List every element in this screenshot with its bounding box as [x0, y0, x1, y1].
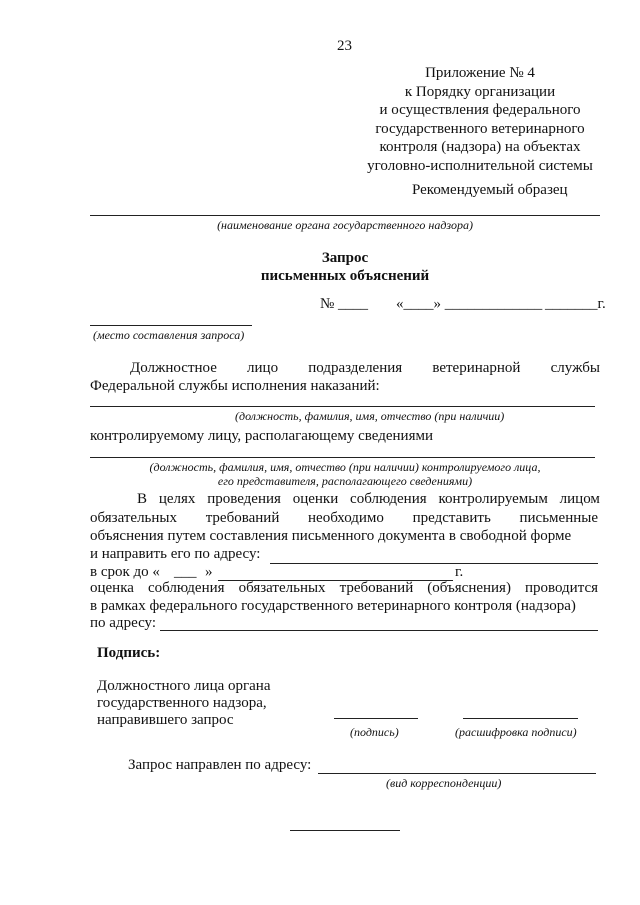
- word: лицо: [247, 360, 279, 376]
- para1-line2: Федеральной службы исполнения наказаний:: [90, 378, 380, 394]
- word: требований: [205, 510, 280, 526]
- para2-line2: [90, 510, 598, 527]
- doc-subtitle: письменных объяснений: [260, 268, 430, 284]
- doc-title: Запрос: [321, 250, 369, 266]
- para2-line3: объяснения путем составления письменного документа в свободной форме: [90, 528, 572, 544]
- para3-line1: [90, 580, 598, 597]
- controlled-caption-2: его представителя, располагающего сведениями): [217, 474, 473, 488]
- para3-line3: по адресу:: [90, 615, 157, 631]
- para3-line2: в рамках федерального государственного ветеринарного контроля (надзора): [90, 598, 576, 614]
- word: проводится: [524, 580, 598, 596]
- word: оценки: [292, 491, 339, 507]
- word: обязательных: [238, 580, 326, 596]
- para1-line1: [130, 360, 600, 377]
- word: обязательных: [90, 510, 177, 526]
- signature-line-blank: [334, 718, 418, 719]
- para2-line1: [137, 491, 600, 508]
- word: представить: [412, 510, 491, 526]
- controlled-line: [90, 457, 595, 458]
- sent-label: Запрос направлен по адресу:: [128, 757, 312, 773]
- word: соблюдения: [350, 491, 427, 507]
- appendix-line: Приложение № 4: [425, 65, 535, 81]
- word: контролируемым: [438, 491, 548, 507]
- authority-caption: (наименование органа государственного надзора): [217, 218, 473, 232]
- appendix-block: [360, 64, 600, 175]
- official-line: [90, 406, 595, 407]
- deadline-quote: »: [205, 564, 213, 580]
- sent-address-line: [318, 773, 596, 774]
- word: службы: [550, 360, 600, 376]
- decryption-caption: (расшифровка подписи): [455, 725, 577, 739]
- request-date: «____» _____________: [396, 296, 543, 312]
- appendix-line: к Порядку организации: [404, 83, 556, 100]
- signature-line: направившего запрос: [97, 712, 234, 728]
- word: лицом: [559, 491, 600, 507]
- appendix-line: и осуществления федерального: [379, 102, 581, 118]
- word: ветеринарной: [432, 360, 521, 376]
- place-caption: (место составления запроса): [93, 328, 245, 342]
- signature-line: государственного надзора,: [97, 695, 267, 711]
- authority-line: [90, 215, 600, 216]
- correspondence-caption: (вид корреспонденции): [386, 776, 502, 790]
- word: Должностное: [130, 360, 217, 376]
- check-address-line: [160, 630, 598, 631]
- page-number: 23: [337, 38, 352, 54]
- word: требований: [339, 580, 414, 596]
- request-year: _______г.: [545, 296, 606, 312]
- appendix-line: контроля (надзора) на объектах: [379, 139, 581, 155]
- word: оценка: [90, 580, 134, 596]
- official-caption: (должность, фамилия, имя, отчество (при наличии): [235, 409, 505, 423]
- to-controlled: контролируемому лицу, располагающему сведениями: [90, 428, 433, 444]
- word: необходимо: [308, 510, 384, 526]
- controlled-caption-1: (должность, фамилия, имя, отчество (при наличии) контролируемого лица,: [149, 460, 541, 474]
- sample-label: Рекомендуемый образец: [412, 182, 568, 198]
- word: соблюдения: [147, 580, 225, 596]
- word: подразделения: [308, 360, 403, 376]
- word: В: [137, 491, 148, 507]
- para2-line4: и направить его по адресу:: [90, 546, 261, 562]
- signature-line: Должностного лица органа: [97, 678, 271, 694]
- place-line: [90, 325, 252, 326]
- word: письменные: [519, 510, 598, 526]
- appendix-line: уголовно-исполнительной системы: [367, 157, 593, 174]
- word: (объяснения): [427, 580, 511, 596]
- word: проведения: [207, 491, 281, 507]
- footer-separator: [290, 830, 400, 831]
- deadline-day: ___: [174, 564, 197, 580]
- word: целях: [158, 491, 196, 507]
- appendix-line: государственного ветеринарного: [375, 120, 585, 137]
- signature-heading: Подпись:: [97, 645, 161, 661]
- signature-caption: (подпись): [350, 725, 399, 739]
- request-number: № ____: [320, 296, 369, 312]
- deadline-prefix: в срок до «: [90, 564, 160, 580]
- deadline-year: г.: [455, 564, 464, 580]
- signature-lines: [97, 678, 271, 729]
- address-line: [270, 563, 598, 564]
- decryption-line-blank: [463, 718, 578, 719]
